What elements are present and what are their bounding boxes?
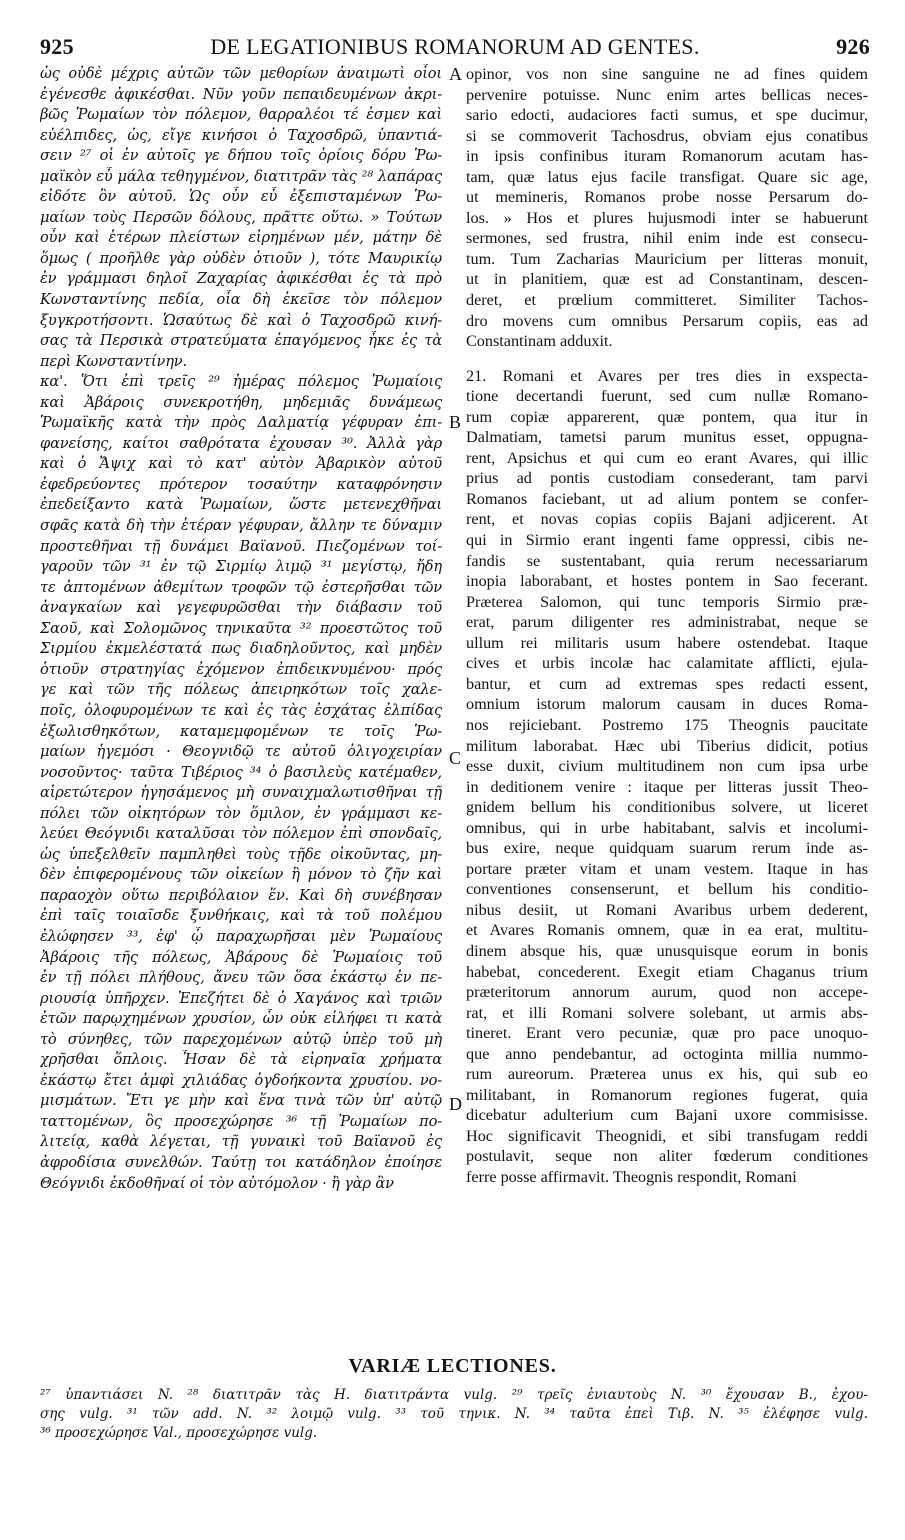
latin-text-line: rent, et novas copias copiis Bajani adjicerent. At xyxy=(466,510,868,529)
greek-text-line: ἐν γράμμασι δηλοῖ Ζαχαρίας ἀφικέσθαι ἐς τὰ πρὸ xyxy=(40,270,442,288)
latin-text-line: postulavit, seque non aliter fœderum conditiones xyxy=(466,1147,868,1166)
latin-text-line: Præterea Salomon, qui tunc temporis Sirmio præ- xyxy=(466,592,868,611)
latin-text-line: erat, parum diligenter res administrabat, neque se xyxy=(466,613,868,632)
latin-text-line: ferre posse affirmavit. Theognis respondit, Romani xyxy=(466,1167,797,1186)
greek-text-line: καὶ ὁ Ἄψιχ καὶ τὸ κατ' αὐτὸν Ἀβαρικὸν αὐτοῦ xyxy=(40,455,442,473)
greek-text-line: σφᾶς κατὰ δὴ τὴν ἑτέραν γέφυραν, ἄλλην τε δύναμιν xyxy=(40,517,442,535)
running-title: DE LEGATIONIBUS ROMANORUM AD GENTES. xyxy=(210,34,700,59)
latin-text-line: sario edocti, audaciores facti sumus, et spe ducimur, xyxy=(466,106,868,125)
latin-text-line: los. » Hos et plures hujusmodi inter se habuerunt xyxy=(466,208,868,227)
margin-letter-a: A xyxy=(449,64,462,84)
latin-column xyxy=(466,64,868,1344)
greek-text-line: λεύει Θεόγνιδι καταλῦσαι τὸν πόλεμον ἐπὶ σπονδαῖς, xyxy=(40,825,442,843)
greek-text-line: ἐξωλισθηκότων, καταμεμφομένων τε τοῖς Ῥω- xyxy=(40,722,442,740)
latin-text-line: conventiones consenserunt, et bellum his conditio- xyxy=(466,880,868,899)
greek-text-line: ὁτιοῦν στρατηγίας ἐχόμενον ἐπιδεικνυμένου· πρός xyxy=(40,660,442,678)
greek-text-line: Ἀβάροις τῆς πόλεως, Ἀβάρους δὲ Ῥωμαίοις τοῦ xyxy=(40,948,442,966)
latin-text-line: Romanos faciebant, ut ad alium pontem se confer- xyxy=(466,489,868,508)
latin-text-line: ut memineris, Romanos probe nosse Persarum do- xyxy=(466,188,868,207)
greek-text-line: αἱρετώτερον ἡγησάμενος μὴ συναιχμαλωτισθῆναι τῇ xyxy=(40,784,442,802)
latin-text-line: ullum rei militaris usum habere ostendebat. Itaque xyxy=(466,633,868,652)
greek-text-line: ὡς οὐδὲ μέχρις αὐτῶν τῶν μεθορίων ἀναιμωτὶ οἷοι xyxy=(40,65,442,82)
greek-text-line: ποῖς, ὀλοφυρομένων τε καὶ ἐς τὰς ἐσχάτας ἐλπίδας xyxy=(40,701,442,719)
greek-text-line: ἀναγκαίων καὶ γεγεφυρῶσθαι τὴν διάβασιν τοῦ xyxy=(40,599,442,617)
greek-text-line: πόλει τῶν οἰκητόρων τὸν ὅμιλον, ἐν γράμμασι κε- xyxy=(40,804,442,822)
greek-text-line: ἐπεδείξαντο κατὰ Ῥωμαίων, ὥστε μετενεχθῆναι xyxy=(40,496,442,514)
variae-lectiones-heading: VARIÆ LECTIONES. xyxy=(348,1355,557,1377)
greek-text-line: ξυγκροτήσοντι. Ὡσαύτως δὲ καὶ ὁ Ταχοσδρῶ κινή- xyxy=(40,311,442,329)
greek-text-line: χρῆσθαι ὅπλοις. Ἦσαν δὲ τὰ εἰρηναῖα χρήματα xyxy=(40,1051,442,1069)
greek-text-line: γε καὶ τῶν τῆς πόλεως ἀπειρηκότων τοῖς χαλε- xyxy=(40,681,442,699)
latin-text-line: militabant, in Romanorum regiones fugerat, quia xyxy=(466,1085,868,1104)
greek-text-line: προστεθῆναι τῇ δυνάμει Βαϊανοῦ. Πιεζομένων τοί- xyxy=(40,537,442,555)
greek-text-line: ταττομένων, ὃς προσεχώρησε ³⁶ τῇ Ῥωμαίων πο- xyxy=(40,1112,442,1130)
latin-text-line: rum copiæ apparerent, quæ pontem, qua itur in xyxy=(466,407,868,426)
latin-text-line: ut in planitiem, quæ est ad Constantinam, descen- xyxy=(466,270,868,289)
greek-text-line: εὐέλπιδες, ὡς, εἴγε κινήσοι ὁ Ταχοσδρῶ, ὑπαντιά- xyxy=(40,126,442,144)
latin-text-line: si se commoverit Tachosdrus, obviam ejus conatibus xyxy=(466,126,868,145)
greek-text-line: ἐλώφησεν ³³, ἐφ' ᾧ παραχωρῆσαι μὲν Ῥωμαίους xyxy=(40,927,442,945)
latin-text-line: nos rejiciebant. Postremo 175 Theognis paucitate xyxy=(466,715,868,734)
greek-text-line: καὶ Ἀβάροις συνεκροτήθη, μηδεμιᾶς δυνάμεως xyxy=(40,393,442,411)
latin-text-line: nibus desiit, ut Romani Avaribus urbem dederent, xyxy=(466,900,868,919)
greek-text-line: εἰδότε ὂν αὐτοῦ. Ὡς οὖν εὖ ἐξεπισταμένων Ῥω- xyxy=(40,188,442,206)
greek-text-line: κα'. Ὅτι ἐπὶ τρεῖς ²⁹ ἡμέρας πόλεμος Ῥωμαίοις xyxy=(40,373,442,391)
latin-text-line: in deditionem venire : itaque per litteras jussit Theo- xyxy=(466,777,868,796)
latin-text-line: qui in Sirmio erant ingenti fame oppressi, cibis ne- xyxy=(466,531,868,550)
greek-text-line: περὶ Κωνσταντίνην. xyxy=(40,352,188,370)
greek-text-line: ὅμως ( προῆλθε γὰρ οὐδὲν ὁτιοῦν ), τότε Μαυρικίῳ xyxy=(40,249,442,267)
greek-text-line: τὸ σύνηθες, τῶν παρεχομένων αὐτῷ ὑπὲρ τοῦ μὴ xyxy=(40,1030,442,1048)
greek-text-line: ἐγένεσθε ἀφικέσθαι. Νῦν γοῦν πεπαιδευμένων ἀκρι- xyxy=(40,85,442,103)
latin-text-line: portare præter vitam et unam vestem. Itaque in has xyxy=(466,859,868,878)
footnotes xyxy=(40,1386,868,1443)
margin-letter-c: C xyxy=(449,748,462,768)
greek-text-line: σειν ²⁷ οἱ ἐν αὐτοῖς γε δήπου τοῖς ὁρίοις δόρυ Ῥω- xyxy=(40,147,442,165)
greek-text-line: Ῥωμαϊκῆς κατὰ τὴν πρὸς Δαλματίᾳ γέφυραν ἐπι- xyxy=(40,414,442,432)
greek-text-line: τε ἀπτομένων ἀθεμίτων τροφῶν τῷ ἐστερῆσθαι τῶν xyxy=(40,578,442,596)
latin-text-line: et Avares Romanis omnem, quæ in ea erat, multitu- xyxy=(466,921,868,940)
greek-text-line: ὡς ὑπεξελθεῖν παμπληθεὶ τοὺς τῇδε οἰκοῦντας, μη- xyxy=(40,845,442,863)
latin-text-line: dinem absque his, quæ unusquisque eorum in bonis xyxy=(466,941,868,960)
latin-text-line: tione decertandi fuerunt, sed cum nullæ Romano- xyxy=(466,387,868,406)
latin-text-line: esse duxit, civium multitudinem non cum ipsa urbe xyxy=(466,757,868,776)
latin-text-line: que anno pendebantur, ad octoginta millia nummo- xyxy=(466,1044,868,1063)
greek-text-line: Θεόγνιδι ἐκδοθῆναί οἱ τὸν αὐτόμολον · ἢ γὰρ ἂν xyxy=(40,1174,394,1192)
latin-text-line: sermones, sed frustra, nihil enim inde est consecu- xyxy=(466,229,868,248)
greek-text-line: δὲν ἐπιφερομένους τῶν οἰκείων ἢ μόνον τὸ ζῆν καὶ xyxy=(40,866,442,884)
latin-text-line: in ipsis confinibus ituram Romanorum acutam has- xyxy=(466,147,868,166)
latin-text-line: opinor, vos non sine sanguine ne ad fines quidem xyxy=(466,65,868,83)
greek-text-line: ἐτῶν παρῳχημένων χρυσίον, ὧν οὐκ εἰλήφει τι κατὰ xyxy=(40,1010,442,1028)
latin-text-line: Hoc significavit Theognidi, et sibi transfugam reddi xyxy=(466,1126,868,1145)
greek-text-line: Σαοῦ, καὶ Σολομῶνος τηνικαῦτα ³² προεστῶτος τοῦ xyxy=(40,619,442,637)
greek-text-line: Σιρμίου ἐκμελέστατά πως διαδηλοῦντος, καὶ μηδὲν xyxy=(40,640,442,658)
latin-text-line: pervenire potuisse. Nunc enim artes bellicas neces- xyxy=(466,85,868,104)
latin-text-line: habebat, concederent. Exegit etiam Chaganus trium xyxy=(466,962,868,981)
latin-text-line: tam, quæ latus ejus facile transfigat. Quare sic age, xyxy=(466,167,868,186)
greek-text-line: φανείσης, καίτοι σαθρότατα ἐχουσαν ³⁰. Ἀλλὰ γὰρ xyxy=(40,434,442,452)
page-header xyxy=(40,34,870,60)
latin-text-line: deret, et prœlium committeret. Similiter Tachos- xyxy=(466,291,868,310)
latin-text-line: gnidem bellum his conditionibus solvere, ut liceret xyxy=(466,798,868,817)
latin-text-line: Constantinam adduxit. xyxy=(466,332,613,351)
greek-text-line: ἑκάστῳ ἔτει ἀμφὶ χιλιάδας ὀγδοήκοντα χρυσίου. νο- xyxy=(40,1071,442,1089)
greek-text-line: σας τὰ Περσικὰ στρατεύματα ἐπαγόμενος ἧκε ἐς τὰ xyxy=(40,332,442,350)
latin-text-line: tineret. Erant vero pecuniæ, quæ pro pace unoquo- xyxy=(466,1024,868,1043)
latin-text-line: omnium istorum malorum causam in duces Roma- xyxy=(466,695,868,714)
latin-text-line: inopia laborabant, et hostes pontem in Sao fecerant. xyxy=(466,572,868,591)
paragraph-gap xyxy=(466,352,868,366)
margin-letter-b: B xyxy=(449,412,462,432)
footnote-line: ²⁷ ὑπαντιάσει N. ²⁸ διατιτρᾶν τὰς H. διατιτράντα vulg. ²⁹ τρεῖς ἐνιαυτοὺς N. ³⁰ ἔχουσαν B., ἐχου- xyxy=(40,1387,868,1403)
page-number-right: 926 xyxy=(836,34,870,59)
latin-text-line: rent, Apsichus et qui cum eo erant Avares, qui illic xyxy=(466,448,868,467)
latin-text-line: bus exire, neque quidquam suarum rerum inde as- xyxy=(466,839,868,858)
greek-text-line: λιτείᾳ, καθὰ λέγεται, τῇ γυναικὶ τοῦ Βαϊανοῦ ἐς xyxy=(40,1133,442,1151)
greek-text-line: Κωνσταντίνης πεδία, οἷα δὴ ἐκεῖσε τὸν πόλεμον xyxy=(40,291,442,309)
greek-text-line: μισμάτων. Ἔτι γε μὴν καὶ ἕνα τινὰ τῶν ὑπ' αὐτῷ xyxy=(40,1092,442,1110)
greek-text-line: νοσοῦντος· ταῦτα Τιβέριος ³⁴ ὁ βασιλεὺς κατέμαθεν, xyxy=(40,763,442,781)
greek-text-line: οὖν καὶ ἑτέρων πλείστων εἰρημένων μέν, μάτην δὲ xyxy=(40,229,442,247)
greek-text-line: ἐν τῇ πόλει πλήθους, ἄνευ τῶν ὅσα ἑκάστῳ ἐν πε- xyxy=(40,969,442,987)
footnote-line: ³⁶ προσεχώρησε Val., προσεχώρησε vulg. xyxy=(40,1425,318,1441)
latin-text-line: Dalmatiam, tametsi parum munitus esset, oppugna- xyxy=(466,428,868,447)
latin-text-line: præteritorum annorum aurum, quod non accepe- xyxy=(466,983,868,1002)
margin-letter-d: D xyxy=(449,1094,462,1114)
greek-text-line: μαίων ἡγεμόσι · Θεογνιδῷ τε αὐτοῦ ὀλιγοχειρίαν xyxy=(40,743,442,761)
latin-text-line: militum laborabat. Hæc ubi Tiberius didicit, potius xyxy=(466,736,868,755)
latin-text-line: dro movens cum omnibus Persarum copiis, eas ad xyxy=(466,311,868,330)
latin-text-line: rat, et illi Romani solvere solebant, ut armis abs- xyxy=(466,1003,868,1022)
greek-text-line: ἐφεδρεύοντες πρότερον τοσαύτην καταφρόνησιν xyxy=(40,475,442,493)
greek-text-line: μαίων τοὺς Περσῶν δόλους, πρᾶττε οὕτω. » Τούτων xyxy=(40,208,442,226)
greek-text-line: βῶς Ῥωμαίων τὸν πόλεμον, θαρραλέοι τέ ἐσμεν καὶ xyxy=(40,106,442,124)
greek-text-line: ἀφροδίσια συνελθών. Ταύτῃ τοι κατάδηλον ἐποίησε xyxy=(40,1153,442,1171)
greek-text-line: παραοχὸν οὕτω περιβόλαιον ἕν. Καὶ δὴ συνέβησαν xyxy=(40,886,442,904)
greek-text-line: μαϊκὸν εὖ μάλα τεθηγμένον, διατιτρᾶν τὰς ²⁸ λαπάρας xyxy=(40,167,442,185)
latin-text-line: cives et urbis incolæ hac calamitate afflicti, ejula- xyxy=(466,654,868,673)
page-number-left: 925 xyxy=(40,34,74,59)
greek-column xyxy=(40,64,442,1344)
latin-text-line: omnibus, qui in urbe habitabant, salvis et incolumi- xyxy=(466,818,868,837)
latin-text-line: bantur, et cum ad extremas spes redacti essent, xyxy=(466,674,868,693)
latin-text-line: rum aureorum. Præterea unus ex his, qui sub eo xyxy=(466,1065,868,1084)
latin-text-line: fandis se sustentabant, quia rerum necessariarum xyxy=(466,551,868,570)
latin-text-line: 21. Romani et Avares per tres dies in exspecta- xyxy=(466,366,868,385)
footnote-line: σης vulg. ³¹ τῶν add. N. ³² λοιμῷ vulg. ³³ τοῦ τηνικ. N. ³⁴ ταῦτα ἐπεὶ Τιβ. N. ³⁵ ἐλέφησε vulg. xyxy=(40,1406,868,1422)
greek-text-line: ριουσίᾳ ὑπῆρχεν. Ἐπεζήτει δὲ ὁ Χαγάνος καὶ τριῶν xyxy=(40,989,442,1007)
latin-text-line: tum. Tum Zacharias Mauricium per litteras monuit, xyxy=(466,249,868,268)
latin-text-line: prius ad pontis custodiam consederant, tam parvi xyxy=(466,469,868,488)
greek-text-line: γαροῦν τῶν ³¹ ἐν τῷ Σιρμίῳ λιμῷ ³¹ μεγίστῳ, ἤδη xyxy=(40,558,442,576)
latin-text-line: dicebatur adulterium cum Bajani uxore commisisse. xyxy=(466,1106,868,1125)
greek-text-line: ἐπὶ ταῖς τοιαῖσδε ξυνθήκαις, καὶ τὰ τοῦ πολέμου xyxy=(40,907,442,925)
